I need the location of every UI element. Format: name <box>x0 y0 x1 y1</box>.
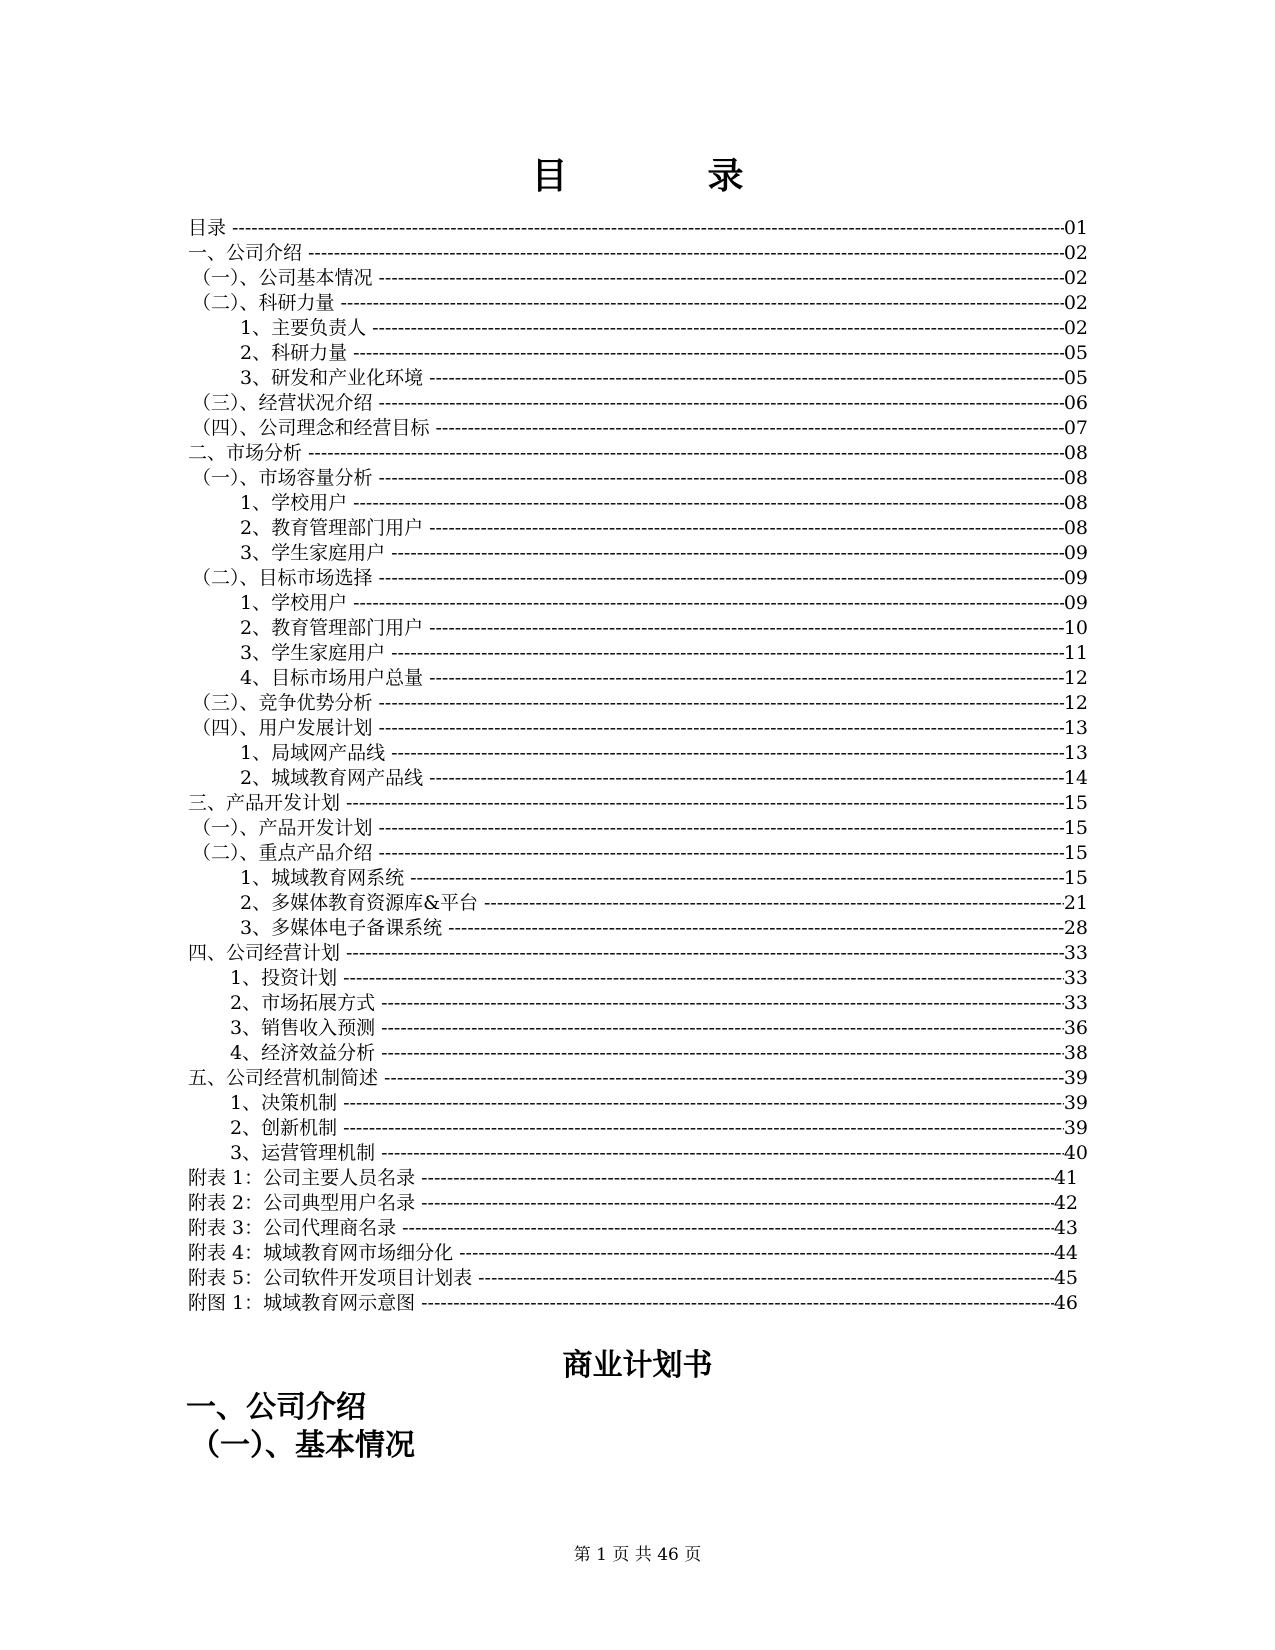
toc-entry-label: （四）、公司理念和经营目标 <box>192 417 430 439</box>
toc-entry[interactable] <box>188 491 1088 516</box>
toc-entry-label: （二）、科研力量 <box>192 292 335 314</box>
toc-entry[interactable] <box>188 666 1088 691</box>
toc-entry[interactable] <box>188 541 1088 566</box>
toc-entry[interactable] <box>188 816 1088 841</box>
toc-entry-label: 目录 <box>188 217 227 239</box>
toc-leader <box>381 1041 1064 1066</box>
toc-entry[interactable] <box>188 516 1088 541</box>
toc-entry-label: 2、科研力量 <box>240 342 348 364</box>
toc-leader <box>379 391 1064 416</box>
toc-entry-page: 41 <box>1053 1167 1078 1189</box>
toc-leader <box>379 841 1064 866</box>
toc-leader <box>346 941 1064 966</box>
toc-leader <box>429 616 1064 641</box>
toc-entry-label: （二）、目标市场选择 <box>192 567 373 589</box>
toc-entry[interactable] <box>188 916 1088 941</box>
toc-leader <box>353 341 1064 366</box>
toc-entry[interactable] <box>188 1291 1078 1316</box>
toc-entry-page: 05 <box>1063 367 1088 389</box>
toc-leader <box>379 466 1064 491</box>
toc-leader <box>459 1241 1054 1266</box>
toc-entry-label: 3、销售收入预测 <box>230 1017 376 1039</box>
toc-entry-page: 13 <box>1063 717 1088 739</box>
toc-entry-label: （一）、市场容量分析 <box>192 467 373 489</box>
toc-leader <box>410 866 1064 891</box>
subsection-heading: （一）、基本情况 <box>190 1428 415 1463</box>
toc-leader <box>391 541 1064 566</box>
toc-entry[interactable] <box>188 1016 1088 1041</box>
toc-leader <box>343 966 1064 991</box>
toc-leader <box>448 916 1064 941</box>
toc-leader <box>421 1291 1054 1316</box>
toc-entry-page: 08 <box>1063 442 1088 464</box>
toc-entry-page: 36 <box>1063 1017 1088 1039</box>
toc-entry-page: 33 <box>1063 992 1088 1014</box>
page-footer: 第 1 页 共 46 页 <box>573 1545 702 1565</box>
toc-entry[interactable] <box>188 341 1088 366</box>
toc-entry-page: 39 <box>1063 1067 1088 1089</box>
toc-entry-label: 2、市场拓展方式 <box>230 992 376 1014</box>
toc-leader <box>391 641 1064 666</box>
toc-entry-label: 1、城域教育网系统 <box>240 867 405 889</box>
toc-leader <box>353 591 1064 616</box>
toc-entry[interactable] <box>188 966 1088 991</box>
toc-entry-label: 一、公司介绍 <box>188 242 303 264</box>
toc-entry-label: 四、公司经营计划 <box>188 942 341 964</box>
toc-entry-page: 15 <box>1063 817 1088 839</box>
toc-entry[interactable] <box>188 216 1088 241</box>
toc-entry[interactable] <box>188 691 1088 716</box>
toc-heading-right: 录 <box>707 155 744 197</box>
toc-leader <box>402 1216 1054 1241</box>
toc-entry-label: 2、城域教育网产品线 <box>240 767 424 789</box>
toc-entry[interactable] <box>188 941 1088 966</box>
toc-leader <box>429 516 1064 541</box>
toc-leader <box>429 766 1064 791</box>
toc-entry[interactable] <box>188 316 1088 341</box>
toc-entry-label: 3、研发和产业化环境 <box>240 367 424 389</box>
toc-entry[interactable] <box>188 891 1088 916</box>
toc-entry-page: 33 <box>1063 967 1088 989</box>
toc-entry-label: 1、学校用户 <box>240 592 348 614</box>
toc-entry-label: 附表 3：公司代理商名录 <box>188 1217 397 1239</box>
toc-entry[interactable] <box>188 591 1088 616</box>
toc-heading-left: 目 <box>531 155 568 197</box>
toc-entry[interactable] <box>188 1066 1088 1091</box>
toc-leader <box>308 241 1064 266</box>
toc-entry[interactable] <box>188 366 1088 391</box>
toc-entry-label: 附表 4：城域教育网市场细分化 <box>188 1242 454 1264</box>
toc-leader <box>346 791 1064 816</box>
toc-entry[interactable] <box>188 1091 1088 1116</box>
toc-entry-label: 1、决策机制 <box>230 1092 338 1114</box>
toc-entry[interactable] <box>188 616 1088 641</box>
toc-entry-label: 2、教育管理部门用户 <box>240 617 424 639</box>
toc-entry-label: 4、经济效益分析 <box>230 1042 376 1064</box>
toc-entry[interactable] <box>188 866 1088 891</box>
toc-entry-label: 2、教育管理部门用户 <box>240 517 424 539</box>
toc-leader <box>379 266 1064 291</box>
toc-leader <box>232 216 1064 241</box>
table-of-contents <box>188 216 1088 1316</box>
toc-leader <box>379 816 1064 841</box>
toc-entry-page: 02 <box>1063 242 1088 264</box>
toc-entry-label: 3、学生家庭用户 <box>240 542 386 564</box>
toc-entry-label: 3、学生家庭用户 <box>240 642 386 664</box>
toc-leader <box>429 666 1064 691</box>
toc-entry[interactable] <box>188 741 1088 766</box>
toc-heading <box>0 148 1275 199</box>
toc-leader <box>478 1266 1054 1291</box>
toc-entry-label: 2、多媒体教育资源库&平台 <box>240 892 479 914</box>
toc-leader <box>391 741 1064 766</box>
toc-entry[interactable] <box>188 1241 1078 1266</box>
toc-entry-page: 09 <box>1063 567 1088 589</box>
toc-entry-page: 05 <box>1063 342 1088 364</box>
section-heading: 一、公司介绍 <box>186 1390 366 1425</box>
toc-entry-label: 3、运营管理机制 <box>230 1142 376 1164</box>
toc-entry[interactable] <box>188 1041 1088 1066</box>
toc-entry-page: 12 <box>1063 667 1088 689</box>
toc-entry[interactable] <box>188 1266 1078 1291</box>
toc-entry-label: （二）、重点产品介绍 <box>192 842 373 864</box>
toc-entry-label: 三、产品开发计划 <box>188 792 341 814</box>
toc-entry-label: 附表 5：公司软件开发项目计划表 <box>188 1267 473 1289</box>
toc-leader <box>384 1066 1064 1091</box>
toc-entry-page: 06 <box>1063 392 1088 414</box>
toc-entry[interactable] <box>188 441 1088 466</box>
toc-leader <box>308 441 1064 466</box>
toc-entry-page: 15 <box>1063 792 1088 814</box>
toc-entry-page: 02 <box>1063 317 1088 339</box>
toc-leader <box>381 1141 1064 1166</box>
toc-leader <box>379 691 1064 716</box>
toc-entry-page: 44 <box>1053 1242 1078 1264</box>
toc-entry-label: （四）、用户发展计划 <box>192 717 373 739</box>
toc-entry[interactable] <box>188 991 1088 1016</box>
toc-entry[interactable] <box>188 1116 1088 1141</box>
toc-leader <box>379 566 1064 591</box>
toc-leader <box>353 491 1064 516</box>
toc-entry-page: 21 <box>1063 892 1088 914</box>
toc-entry[interactable] <box>188 416 1088 441</box>
toc-entry-page: 10 <box>1063 617 1088 639</box>
toc-entry-page: 46 <box>1053 1292 1078 1314</box>
toc-entry[interactable] <box>188 566 1088 591</box>
toc-entry[interactable] <box>188 291 1088 316</box>
toc-entry[interactable] <box>188 766 1088 791</box>
toc-entry-label: 二、市场分析 <box>188 442 303 464</box>
toc-entry-page: 13 <box>1063 742 1088 764</box>
toc-leader <box>421 1166 1054 1191</box>
toc-entry[interactable] <box>188 466 1088 491</box>
toc-leader <box>379 716 1064 741</box>
toc-entry-page: 39 <box>1063 1092 1088 1114</box>
toc-leader <box>429 366 1064 391</box>
toc-entry[interactable] <box>188 1216 1078 1241</box>
toc-entry-page: 07 <box>1063 417 1088 439</box>
toc-entry-page: 12 <box>1063 692 1088 714</box>
toc-leader <box>421 1191 1054 1216</box>
toc-entry[interactable] <box>188 241 1088 266</box>
toc-entry-label: 五、公司经营机制简述 <box>188 1067 379 1089</box>
toc-leader <box>381 1016 1064 1041</box>
toc-entry[interactable] <box>188 1141 1088 1166</box>
document-title: 商业计划书 <box>562 1348 713 1383</box>
toc-entry[interactable] <box>188 841 1088 866</box>
toc-entry-label: 1、投资计划 <box>230 967 338 989</box>
toc-entry-label: 3、多媒体电子备课系统 <box>240 917 443 939</box>
toc-entry-page: 08 <box>1063 467 1088 489</box>
toc-entry-label: 1、主要负责人 <box>240 317 367 339</box>
toc-entry-page: 38 <box>1063 1042 1088 1064</box>
toc-entry[interactable] <box>188 641 1088 666</box>
toc-entry-page: 09 <box>1063 592 1088 614</box>
toc-entry-page: 45 <box>1053 1267 1078 1289</box>
toc-entry-page: 08 <box>1063 492 1088 514</box>
toc-entry-page: 14 <box>1063 767 1088 789</box>
toc-entry[interactable] <box>188 1166 1078 1191</box>
toc-entry[interactable] <box>188 391 1088 416</box>
toc-leader <box>436 416 1064 441</box>
toc-entry-label: （三）、经营状况介绍 <box>192 392 373 414</box>
toc-entry-page: 08 <box>1063 517 1088 539</box>
toc-entry-label: （一）、公司基本情况 <box>192 267 373 289</box>
toc-entry-label: （三）、竞争优势分析 <box>192 692 373 714</box>
toc-entry[interactable] <box>188 266 1088 291</box>
toc-entry-page: 02 <box>1063 267 1088 289</box>
toc-entry-page: 39 <box>1063 1117 1088 1139</box>
toc-leader <box>343 1116 1064 1141</box>
toc-entry-page: 09 <box>1063 542 1088 564</box>
toc-entry-label: 附表 1：公司主要人员名录 <box>188 1167 416 1189</box>
toc-entry-label: 2、创新机制 <box>230 1117 338 1139</box>
toc-entry[interactable] <box>188 716 1088 741</box>
toc-entry-page: 43 <box>1053 1217 1078 1239</box>
toc-entry-page: 28 <box>1063 917 1088 939</box>
toc-entry[interactable] <box>188 1191 1078 1216</box>
toc-entry-page: 15 <box>1063 867 1088 889</box>
toc-entry[interactable] <box>188 791 1088 816</box>
toc-leader <box>484 891 1064 916</box>
toc-entry-page: 01 <box>1063 217 1088 239</box>
toc-entry-label: 1、局域网产品线 <box>240 742 386 764</box>
toc-leader <box>343 1091 1064 1116</box>
toc-entry-label: 附图 1：城域教育网示意图 <box>188 1292 416 1314</box>
toc-entry-label: （一）、产品开发计划 <box>192 817 373 839</box>
toc-leader <box>341 291 1064 316</box>
toc-entry-page: 33 <box>1063 942 1088 964</box>
toc-entry-page: 40 <box>1063 1142 1088 1164</box>
toc-leader <box>372 316 1064 341</box>
toc-entry-label: 1、学校用户 <box>240 492 348 514</box>
toc-entry-page: 02 <box>1063 292 1088 314</box>
toc-leader <box>381 991 1064 1016</box>
toc-entry-page: 11 <box>1063 642 1088 664</box>
toc-entry-label: 4、目标市场用户总量 <box>240 667 424 689</box>
toc-entry-page: 15 <box>1063 842 1088 864</box>
toc-entry-label: 附表 2：公司典型用户名录 <box>188 1192 416 1214</box>
toc-entry-page: 42 <box>1053 1192 1078 1214</box>
